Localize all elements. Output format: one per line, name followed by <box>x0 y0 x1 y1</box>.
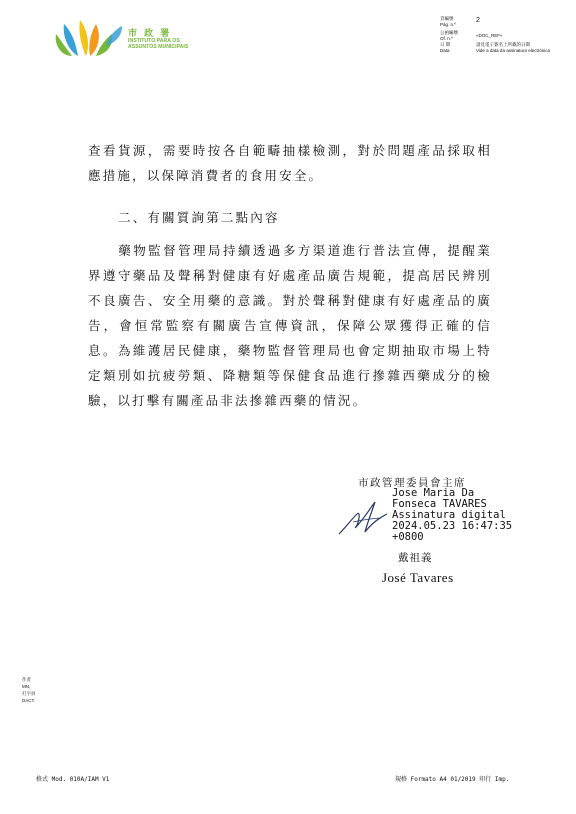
digital-signature-text: Jose Maria Da Fonseca TAVARES Assinatura digital 2024.05.23 16:47:35 +0800 <box>392 487 513 543</box>
meta-row-ref <box>440 30 560 42</box>
meta-value-date: 請見電子簽名上所載的日期 Vide a data da assinatura electrónica <box>476 42 550 53</box>
section-heading: 二、有關質詢第二點內容 <box>118 210 280 225</box>
meta-row-page <box>440 16 560 30</box>
logo-name-pt <box>128 38 188 50</box>
meta-value-page: 2 <box>476 17 480 24</box>
handwritten-signature-icon <box>335 494 393 540</box>
logo-name-pt-line2: ASSUNTOS MUNICIPAIS <box>128 44 189 50</box>
footer-form-code: 格式 Mod. 010A/IAM V1 <box>36 776 110 783</box>
meta-key-page: 頁編號 Pág. n.º <box>440 16 456 27</box>
paragraph-section-two-text: 藥物監督管理局持續透過多方渠道進行普法宣傳，提醒業界遵守藥品及聲稱對健康有好處產品廣告規範，提高居民辨別不良廣告、安全用藥的意識。對於聲稱對健康有好處產品的廣告，會恒常監察有關廣告宣傳資訊，保障公眾獲得正確的信息。為維護居民健康，藥物監督管理局也會定期抽取市場上特定類別如抗疲勞類、降糖類等保健食品進行摻雜西藥成分的檢驗，以打擊有關產品非法摻雜西藥的情況。 <box>88 243 492 408</box>
paragraph-continuation: 查看貨源，需要時按各自範疇抽樣檢測，對於問題產品採取相應措施，以保障消費者的食用安全。 <box>88 143 492 183</box>
institution-logo <box>50 16 210 58</box>
logo-name-pt-line1: INSTITUTO PARA OS <box>128 38 180 44</box>
meta-key-date: 日 期 Data <box>440 42 451 53</box>
signatory-name-pt: José Tavares <box>382 570 454 585</box>
signatory-title: 市政管理委員會主席 <box>358 477 466 489</box>
logo-name-zh: 市 政 署 <box>128 29 172 39</box>
signatory-name-zh: 戴祖義 <box>398 552 433 564</box>
paragraph-section-two <box>88 238 492 413</box>
document-meta <box>440 16 560 56</box>
meta-row-date <box>440 42 560 56</box>
logo-emblem-icon <box>50 16 126 58</box>
footer-format-info: 規格 Formato A4 01/2019 印行 Imp. <box>395 776 510 783</box>
meta-key-ref: 公函編號 Of. n.º <box>440 30 458 41</box>
author-typist-initials: 作者 MN, 打字員 DACT. <box>22 677 36 703</box>
meta-value-ref: «DOC_REF» <box>476 33 503 38</box>
